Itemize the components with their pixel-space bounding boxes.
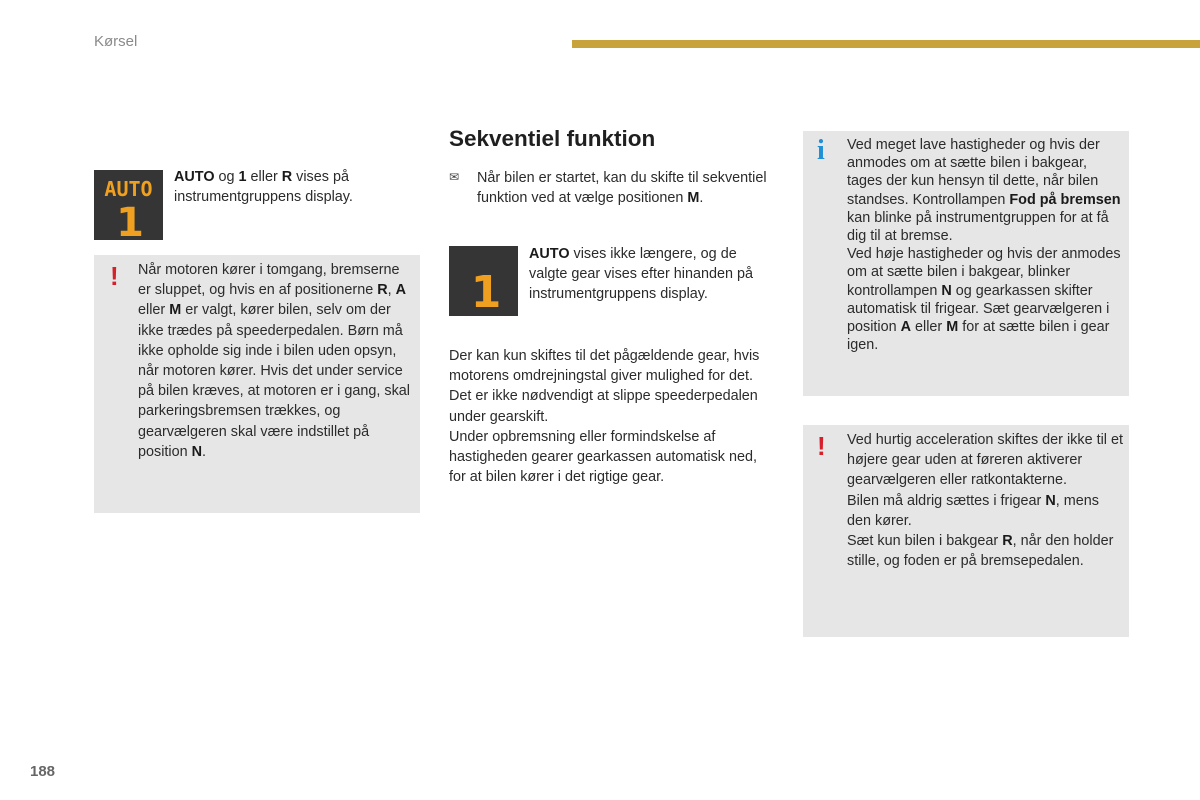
- warning-idle-text: Når motoren kører i tomgang, bremserne er sluppet, og hvis en af positionerne R, A eller M er valgt, kører bilen, selv om der ikke trædes på speederpedalen. Børn må ikke opholde sig inde i bilen uden opsyn, når motoren kører. Hvis det under service på bilen kræves, at motoren er i gang, skal parkeringsbremsen trækkes, og gearvælgeren skal være indstillet på position N.: [138, 262, 410, 460]
- display-gear-number: 1: [116, 200, 144, 240]
- warning-acceleration-text: Ved hurtig acceleration skiftes der ikke til et højere gear uden at føreren aktiverer gearvælgeren eller ratkontakterne. Bilen må aldrig sættes i frigear N, mens den kører. Sæt kun bilen i bakgear R, når den holder stille, og foden er på bremsepedalen.: [847, 432, 1123, 570]
- gear-shift-paragraph: Der kan kun skiftes til det pågældende gear, hvis motorens omdrejningstal giver mulighed for det. Det er ikke nødvendigt at slippe speederpedalen under gearskift. Under opbremsning eller formindskelse af hastigheden gearer gearkassen automatisk ned, for at bilen kører i det rigtige gear.: [449, 348, 760, 486]
- warning-box-idle: [94, 255, 420, 513]
- info-box: [803, 131, 1129, 396]
- warning-icon: !: [110, 261, 119, 291]
- auto-display-caption: AUTO og 1 eller R vises på instrumentgruppens display.: [174, 169, 353, 206]
- section-title: Kørsel: [94, 33, 138, 50]
- display-auto-text: AUTO: [104, 177, 153, 201]
- auto-gear-display: [94, 170, 163, 240]
- gear-display: [449, 246, 518, 316]
- page-number: 188: [30, 763, 56, 780]
- bullet-icon: ✉: [449, 170, 460, 184]
- gear-display-caption: AUTO vises ikke længere, og de valgte gear vises efter hinanden på instrumentgruppens display.: [529, 246, 754, 303]
- display-gear-number-2: 1: [470, 267, 502, 316]
- info-icon: i: [817, 135, 825, 166]
- header-accent-bar: [572, 40, 1200, 48]
- sequential-instruction: Når bilen er startet, kan du skifte til sekventiel funktion ved at vælge positionen M.: [477, 170, 767, 207]
- page-heading: Sekventiel funktion: [449, 126, 656, 151]
- warning-box-acceleration: [803, 425, 1129, 637]
- info-text: Ved meget lave hastigheder og hvis der anmodes om at sætte bilen i bakgear, tages der kun hensyn til dette, når bilen standses. Kontrollampen Fod på bremsen kan blinke på instrumentgruppen for at få dig til at bremse. Ved høje hastigheder og hvis der anmodes om at sætte bilen i bakgear, blinker kontrollampen N og gearkassen skifter automatisk til frigear. Sæt gearvælgeren i position A eller M for at sætte bilen i gear igen.: [847, 137, 1121, 354]
- warning-icon: !: [817, 431, 826, 461]
